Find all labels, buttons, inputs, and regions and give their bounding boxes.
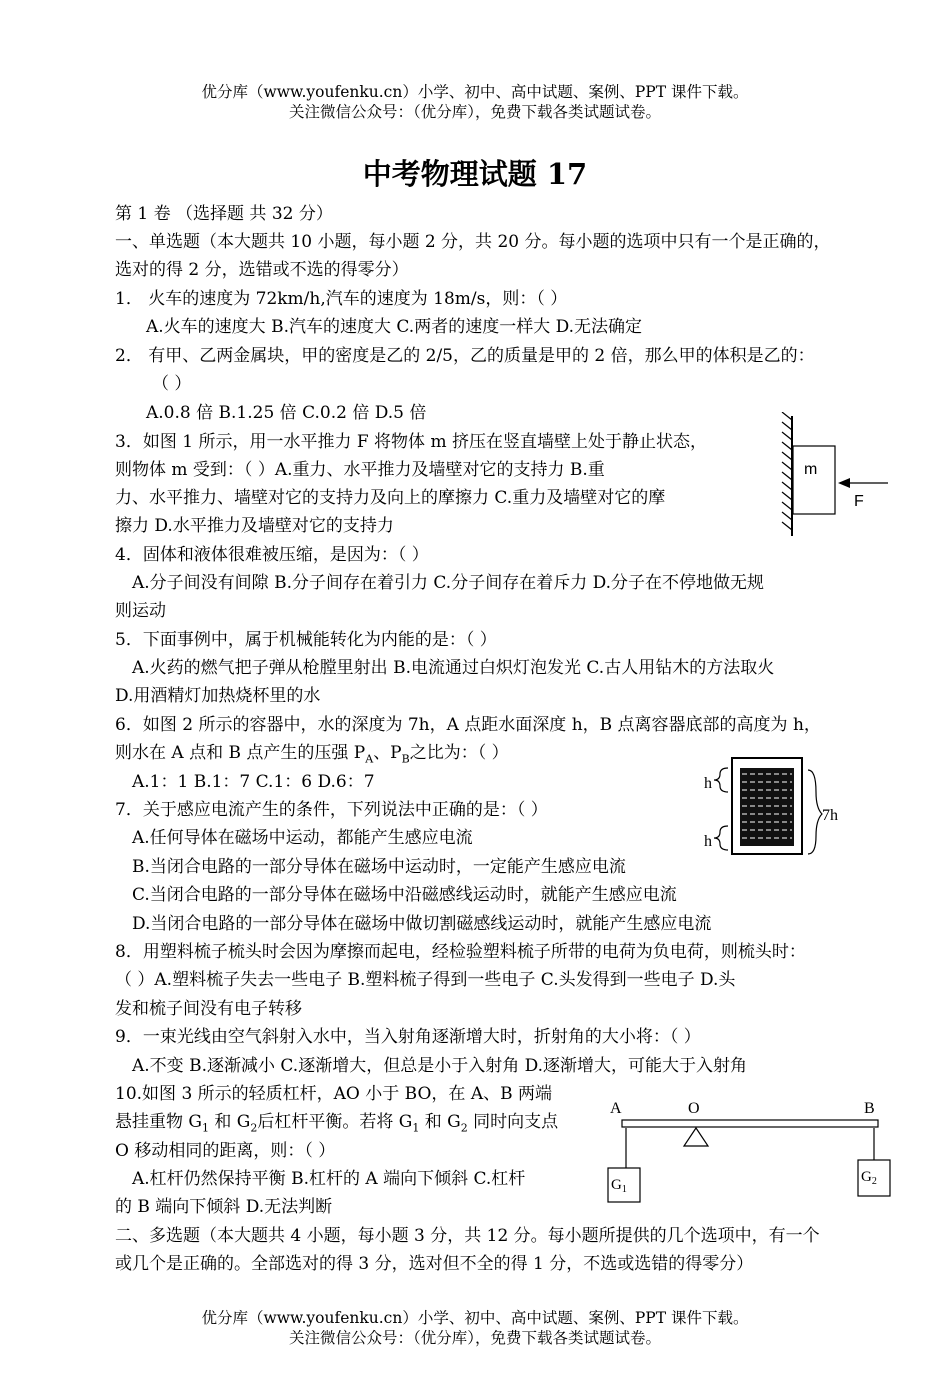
question-8: 8．用塑料梳子梳头时会因为摩擦而起电，经检验塑料梳子所带的电荷为负电荷，则梳头时： xyxy=(115,942,806,962)
question-10-options: 的 B 端向下倾斜 D.无法判断 xyxy=(115,1197,333,1217)
question-3: 3．如图 1 所示，用一水平推力 F 将物体 m 挤压在竖直墙壁上处于静止状态， xyxy=(115,432,707,452)
h-top-label: h xyxy=(704,775,712,792)
footer-line-2: 关注微信公众号：（优分库），免费下载各类试题试卷。 xyxy=(288,1329,661,1347)
figure-2 xyxy=(700,752,850,860)
question-9-options: A.不变 B.逐渐减小 C.逐渐增大，但总是小于入射角 D.逐渐增大，可能大于入射角 xyxy=(132,1056,748,1076)
force-label: F xyxy=(854,493,864,510)
question-3-text: 则物体 m 受到：（ ）A.重力、水平推力及墙壁对它的支持力 B.重 xyxy=(115,460,605,480)
question-9: 9．一束光线由空气斜射入水中，当入射角逐渐增大时，折射角的大小将：（ ） xyxy=(115,1027,701,1047)
block-m xyxy=(793,446,835,514)
mass-label: m xyxy=(804,461,818,478)
question-3-text: 力、水平推力、墙壁对它的支持力及向上的摩擦力 C.重力及墙壁对它的摩 xyxy=(115,488,666,508)
question-1: 1． 火车的速度为 72km/h,汽车的速度为 18m/s，则：（ ） xyxy=(115,289,568,309)
question-5-options: D.用酒精灯加热烧杯里的水 xyxy=(115,686,321,706)
question-10-text: 悬挂重物 $G_1$ 和 $G_2$后杠杆平衡。若将 $G_1$ 和 $G_2$ 同时向支点 xyxy=(115,1112,559,1135)
question-7-option-c: C.当闭合电路的一部分导体在磁场中沿磁感线运动时，就能产生感应电流 xyxy=(132,885,677,905)
question-7-option-d: D.当闭合电路的一部分导体在磁场中做切割磁感线运动时，就能产生感应电流 xyxy=(132,914,712,934)
header-line-1: 优分库（www.youfenku.cn）小学、初中、高中试题、案例、PPT 课件下载。 xyxy=(201,83,749,101)
question-6: 6．如图 2 所示的容器中，水的深度为 7h，A 点距水面深度 h，B 点离容器底部的高度为 h， xyxy=(115,715,821,735)
water xyxy=(740,768,794,846)
question-4: 4．固体和液体很难被压缩，是因为：（ ） xyxy=(115,545,429,565)
g2-label: $G_2$ xyxy=(861,1169,877,1187)
question-4-options: A.分子间没有间隙 B.分子间存在着引力 C.分子间存在着斥力 D.分子在不停地做无规 xyxy=(132,573,765,593)
question-8-text: （ ）A.塑料梳子失去一些电子 B.塑料梳子得到一些电子 C.头发得到一些电子 D.头 xyxy=(115,970,736,990)
point-b-label: B xyxy=(864,1100,875,1117)
question-6-text: 则水在 A 点和 B 点产生的压强 $P_A$、$P_B$之比为：（ ） xyxy=(115,743,509,766)
section-heading: 第 1 卷 （选择题 共 32 分） xyxy=(115,204,333,224)
question-5-options: A.火药的燃气把子弹从枪膛里射出 B.电流通过白炽灯泡发光 C.古人用钻木的方法取火 xyxy=(132,658,775,678)
question-10-text: O 移动相同的距离，则：（ ） xyxy=(115,1141,336,1161)
question-7-option-b: B.当闭合电路的一部分导体在磁场中运动时，一定能产生感应电流 xyxy=(132,857,626,877)
question-2-options: A.0.8 倍 B.1.25 倍 C.0.2 倍 D.5 倍 xyxy=(146,403,427,423)
figure-3 xyxy=(600,1094,900,1206)
question-10: 10.如图 3 所示的轻质杠杆，AO 小于 BO，在 A、B 两端 xyxy=(115,1084,553,1104)
figure-1 xyxy=(770,412,895,540)
question-7-option-a: A.任何导体在磁场中运动，都能产生感应电流 xyxy=(132,828,473,848)
question-4-options: 则运动 xyxy=(115,601,166,621)
question-8-text: 发和梳子间没有电子转移 xyxy=(115,999,302,1019)
question-5: 5．下面事例中，属于机械能转化为内能的是：（ ） xyxy=(115,630,497,650)
instruction-line: 选对的得 2 分，选错或不选的得零分） xyxy=(115,260,409,280)
question-2-bracket: （ ） xyxy=(152,374,192,394)
question-10-options: A.杠杆仍然保持平衡 B.杠杆的 A 端向下倾斜 C.杠杆 xyxy=(132,1169,526,1189)
fulcrum xyxy=(684,1128,708,1146)
question-7: 7．关于感应电流产生的条件，下列说法中正确的是：（ ） xyxy=(115,800,548,820)
g1-label: $G_1$ xyxy=(611,1177,627,1195)
h-bottom-label: h xyxy=(704,833,712,850)
point-o-label: O xyxy=(688,1100,700,1117)
question-3-text: 擦力 D.水平推力及墙壁对它的支持力 xyxy=(115,516,394,536)
page-title: 中考物理试题 17 xyxy=(362,157,588,191)
question-1-options: A.火车的速度大 B.汽车的速度大 C.两者的速度一样大 D.无法确定 xyxy=(146,317,643,337)
instruction-line: 一、单选题（本大题共 10 小题，每小题 2 分，共 20 分。每小题的选项中只有一个是正确的， xyxy=(115,232,831,252)
question-2: 2． 有甲、乙两金属块，甲的密度是乙的 2/5，乙的质量是甲的 2 倍，那么甲的体积是乙的： xyxy=(115,346,815,366)
point-a-label: A xyxy=(610,1100,622,1117)
section-heading-2: 二、多选题（本大题共 4 小题，每小题 3 分，共 12 分。每小题所提供的几个选项中，有一个 xyxy=(115,1226,820,1246)
question-6-options: A.1：1 B.1：7 C.1：6 D.6：7 xyxy=(132,772,375,792)
instruction-line: 或几个是正确的。全部选对的得 3 分，选对但不全的得 1 分，不选或选错的得零分） xyxy=(115,1254,754,1274)
force-arrow xyxy=(838,478,850,488)
lever-bar xyxy=(622,1120,878,1127)
total-depth-label: 7h xyxy=(822,807,838,824)
footer-line-1: 优分库（www.youfenku.cn）小学、初中、高中试题、案例、PPT 课件下载。 xyxy=(201,1309,749,1327)
header-line-2: 关注微信公众号：（优分库），免费下载各类试题试卷。 xyxy=(288,103,661,121)
